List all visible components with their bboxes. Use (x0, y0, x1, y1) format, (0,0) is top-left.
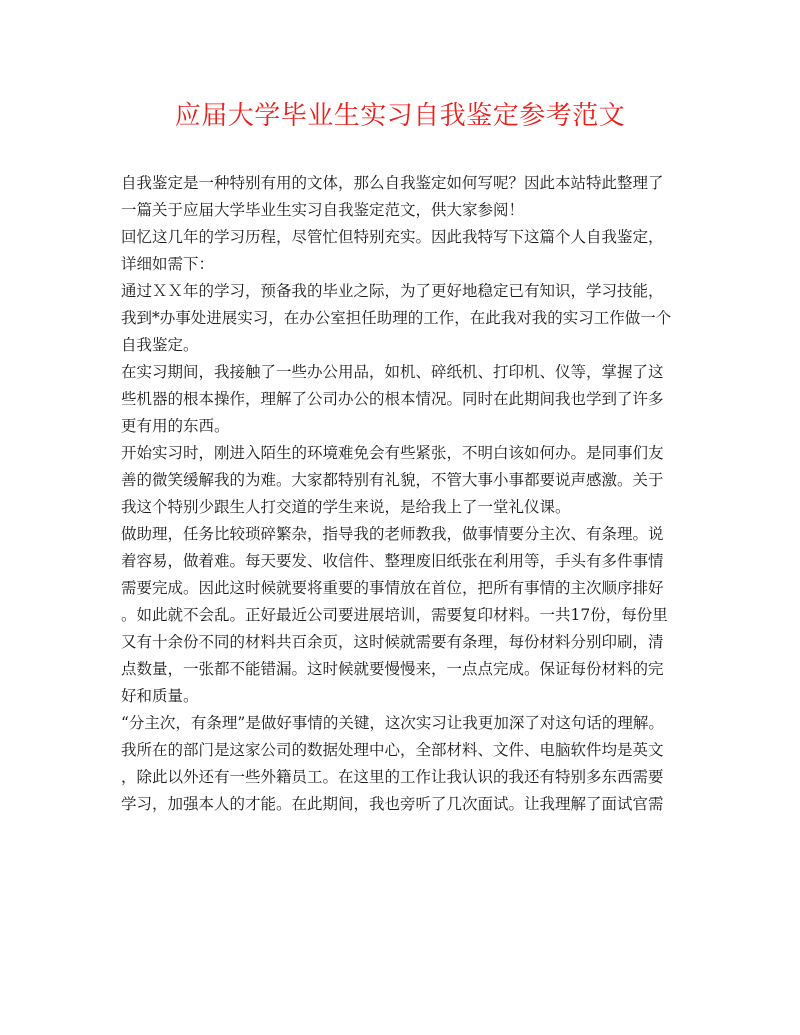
body-text-line: 我所在的部门是这家公司的数据处理中心，全部材料、文件、电脑软件均是英文 (121, 741, 664, 759)
body-text-line: 回忆这几年的学习历程，尽管忙但特别充实。因此我特写下这篇个人自我鉴定， (121, 228, 664, 246)
body-text-line: 通过ＸＸ年的学习，预备我的毕业之际，为了更好地稳定已有知识，学习技能， (121, 282, 664, 300)
body-text-line: 些机器的根本操作，理解了公司办公的根本情况。同时在此期间我也学到了许多 (121, 390, 664, 408)
body-text-line: 做助理，任务比较琐碎繁杂，指导我的老师教我，做事情要分主次、有条理。说 (121, 525, 664, 543)
body-text-line: 着容易，做着难。每天要发、收信件、整理废旧纸张在利用等，手头有多件事情 (121, 552, 664, 570)
body-text-line: 善的微笑缓解我的为难。大家都特别有礼貌，不管大事小事都要说声感激。关于 (121, 471, 664, 489)
body-text-line: 详细如需下： (121, 255, 215, 273)
body-text-line: 我这个特别少跟生人打交道的学生来说，是给我上了一堂礼仪课。 (121, 498, 571, 516)
body-text-line: 。如此就不会乱。正好最近公司要进展培训，需要复印材料。一共17份，每份里 (121, 606, 668, 624)
body-text-line: 又有十余份不同的材料共百余页，这时候就需要有条理，每份材料分别印刷，清 (121, 633, 664, 651)
document-body (121, 170, 681, 818)
body-text-line: 好和质量。 (121, 687, 199, 705)
body-text-line: 在实习期间，我接触了一些办公用品，如机、碎纸机、打印机、仪等，掌握了这 (121, 363, 664, 381)
body-text-line: 自我鉴定。 (121, 336, 199, 354)
body-text-line: 学习，加强本人的才能。在此期间，我也旁听了几次面试。让我理解了面试官需 (121, 795, 664, 813)
body-text-line: ，除此以外还有一些外籍员工。在这里的工作让我认识的我还有特别多东西需要 (121, 768, 664, 786)
body-text-line: 自我鉴定是一种特别有用的文体，那么自我鉴定如何写呢？因此本站特此整理了 (121, 174, 664, 192)
body-text-line: 更有用的东西。 (121, 417, 230, 435)
body-text-line: 一篇关于应届大学毕业生实习自我鉴定范文，供大家参阅！ (121, 201, 525, 219)
document-title: 应届大学毕业生实习自我鉴定参考范文 (174, 101, 626, 131)
body-text-line: “分主次，有条理”是做好事情的关键，这次实习让我更加深了对这句话的理解。 (121, 714, 664, 732)
body-text-line: 我到*办事处进展实习，在办公室担任助理的工作，在此我对我的实习工作做一个 (121, 309, 672, 327)
body-text-line: 点数量，一张都不能错漏。这时候就要慢慢来，一点点完成。保证每份材料的完 (121, 660, 664, 678)
body-text-line: 需要完成。因此这时候就要将重要的事情放在首位，把所有事情的主次顺序排好 (121, 579, 664, 597)
body-text-line: 开始实习时，刚进入陌生的环境难免会有些紧张，不明白该如何办。是同事们友 (121, 444, 664, 462)
